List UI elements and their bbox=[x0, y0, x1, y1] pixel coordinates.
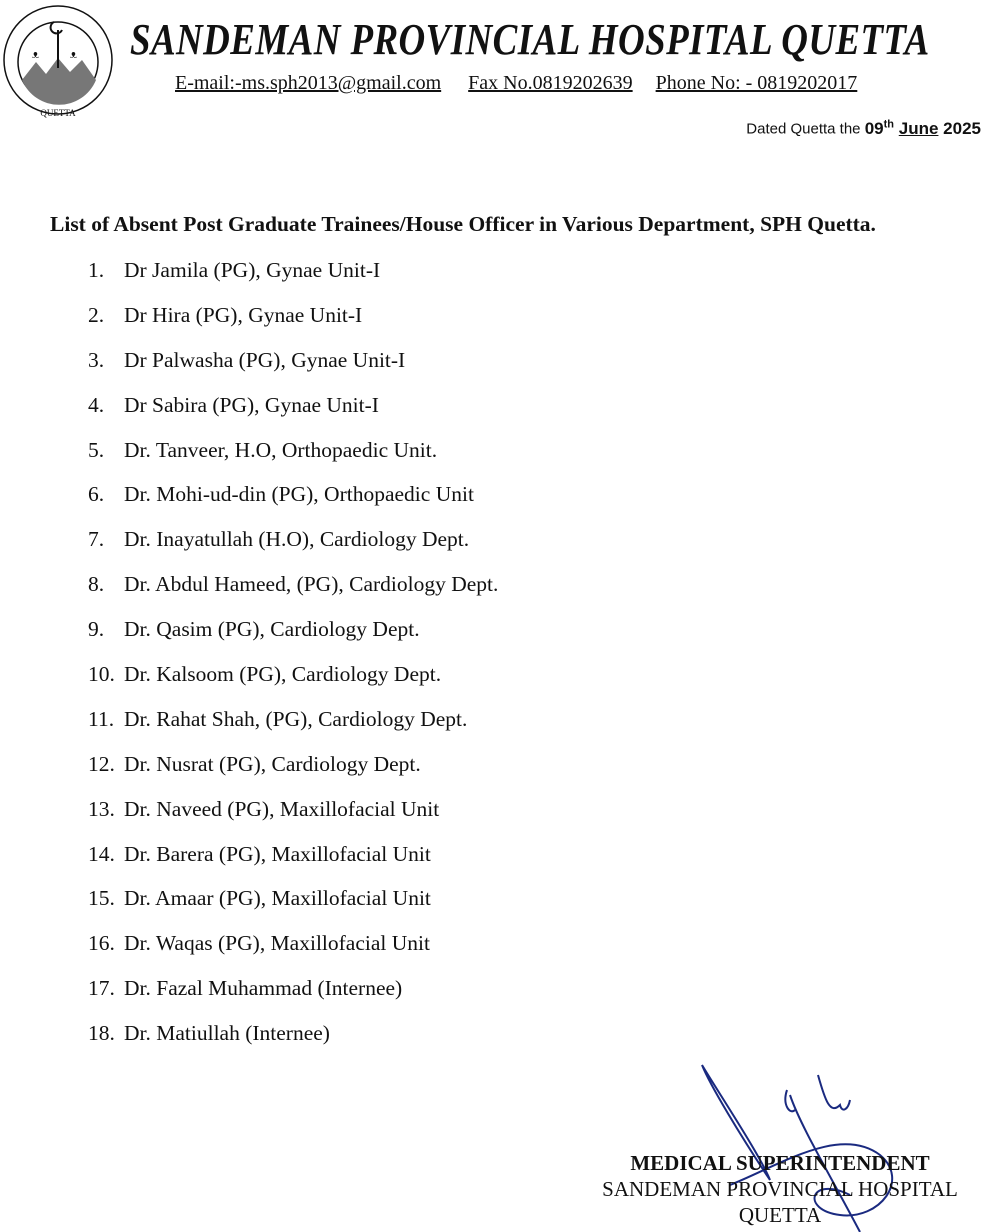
svg-text:ᴥ: ᴥ bbox=[70, 46, 78, 61]
list-item bbox=[88, 348, 498, 393]
item-text: Dr. Naveed (PG), Maxillofacial Unit bbox=[124, 796, 440, 821]
list-item bbox=[88, 617, 498, 662]
item-number: 12. bbox=[88, 751, 115, 776]
item-text: Dr. Kalsoom (PG), Cardiology Dept. bbox=[124, 662, 442, 687]
item-number: 1. bbox=[88, 258, 105, 282]
item-text: Dr. Inayatullah (H.O), Cardiology Dept. bbox=[124, 527, 470, 552]
absent-list bbox=[88, 258, 498, 1066]
item-text: Dr. Amaar (PG), Maxillofacial Unit bbox=[124, 886, 431, 911]
list-item bbox=[88, 527, 498, 572]
item-number: 16. bbox=[88, 931, 115, 956]
list-item bbox=[88, 931, 498, 976]
svg-text:QUETTA: QUETTA bbox=[40, 108, 76, 118]
item-number: 10. bbox=[88, 662, 115, 687]
item-number: 7. bbox=[88, 527, 105, 552]
item-text: Dr. Rahat Shah, (PG), Cardiology Dept. bbox=[124, 706, 468, 731]
list-item bbox=[88, 797, 498, 842]
date-month: June bbox=[898, 118, 939, 138]
list-item bbox=[88, 842, 498, 887]
list-item bbox=[88, 303, 498, 348]
email-link[interactable]: E-mail:-ms.sph2013@gmail.com bbox=[175, 72, 442, 94]
item-text: Dr. Fazal Muhammad (Internee) bbox=[124, 976, 403, 1001]
list-item bbox=[88, 482, 498, 527]
item-text: Dr Palwasha (PG), Gynae Unit-I bbox=[124, 347, 406, 372]
item-text: Dr. Nusrat (PG), Cardiology Dept. bbox=[124, 751, 421, 776]
fax-number: Fax No.0819202639 bbox=[468, 72, 633, 94]
item-number: 13. bbox=[88, 796, 115, 821]
list-item bbox=[88, 393, 498, 438]
list-item bbox=[88, 662, 498, 707]
item-text: Dr. Waqas (PG), Maxillofacial Unit bbox=[124, 931, 430, 956]
item-text: Dr Jamila (PG), Gynae Unit-I bbox=[124, 258, 381, 282]
item-number: 15. bbox=[88, 886, 115, 911]
list-item bbox=[88, 258, 498, 303]
item-text: Dr. Barera (PG), Maxillofacial Unit bbox=[124, 841, 431, 866]
item-text: Dr. Mohi-ud-din (PG), Orthopaedic Unit bbox=[124, 482, 474, 507]
list-item bbox=[88, 707, 498, 752]
item-number: 8. bbox=[88, 572, 105, 597]
signatory-org: SANDEMAN PROVINCIAL HOSPITAL bbox=[602, 1177, 958, 1201]
item-number: 9. bbox=[88, 617, 105, 642]
hospital-logo bbox=[0, 0, 120, 120]
item-text: Dr. Matiullah (Internee) bbox=[124, 1021, 330, 1046]
date-prefix: Dated Quetta the bbox=[746, 120, 861, 138]
date-day: 09 bbox=[864, 118, 884, 138]
item-number: 3. bbox=[88, 347, 105, 372]
list-item bbox=[88, 976, 498, 1021]
item-number: 17. bbox=[88, 976, 115, 1001]
date-suffix: th bbox=[883, 118, 895, 130]
signatory-block bbox=[580, 1150, 980, 1228]
list-item bbox=[88, 886, 498, 931]
item-number: 18. bbox=[88, 1021, 115, 1046]
signatory-title: MEDICAL SUPERINTENDENT bbox=[630, 1151, 930, 1175]
item-text: Dr Sabira (PG), Gynae Unit-I bbox=[124, 392, 379, 417]
list-item bbox=[88, 438, 498, 483]
item-text: Dr Hira (PG), Gynae Unit-I bbox=[124, 302, 363, 327]
item-number: 6. bbox=[88, 482, 105, 507]
item-number: 2. bbox=[88, 302, 105, 327]
signatory-city: QUETTA bbox=[738, 1203, 822, 1227]
phone-number: Phone No: - 0819202017 bbox=[655, 72, 858, 94]
item-text: Dr. Tanveer, H.O, Orthopaedic Unit. bbox=[124, 437, 438, 462]
date-year: 2025 bbox=[943, 118, 981, 138]
list-heading: List of Absent Post Graduate Trainees/House Officer in Various Department, SPH Quetta. bbox=[50, 212, 876, 236]
list-item bbox=[88, 572, 498, 617]
list-item bbox=[88, 752, 498, 797]
item-number: 5. bbox=[88, 437, 105, 462]
item-text: Dr. Qasim (PG), Cardiology Dept. bbox=[124, 617, 420, 642]
item-number: 4. bbox=[88, 392, 105, 417]
item-number: 11. bbox=[88, 706, 115, 731]
list-item bbox=[88, 1021, 498, 1066]
contact-line bbox=[175, 72, 879, 95]
hospital-title: SANDEMAN PROVINCIAL HOSPITAL QUETTA bbox=[130, 15, 930, 64]
item-number: 14. bbox=[88, 841, 115, 866]
svg-text:ᴥ: ᴥ bbox=[32, 46, 40, 61]
date-line bbox=[746, 118, 981, 139]
item-text: Dr. Abdul Hameed, (PG), Cardiology Dept. bbox=[124, 572, 499, 597]
